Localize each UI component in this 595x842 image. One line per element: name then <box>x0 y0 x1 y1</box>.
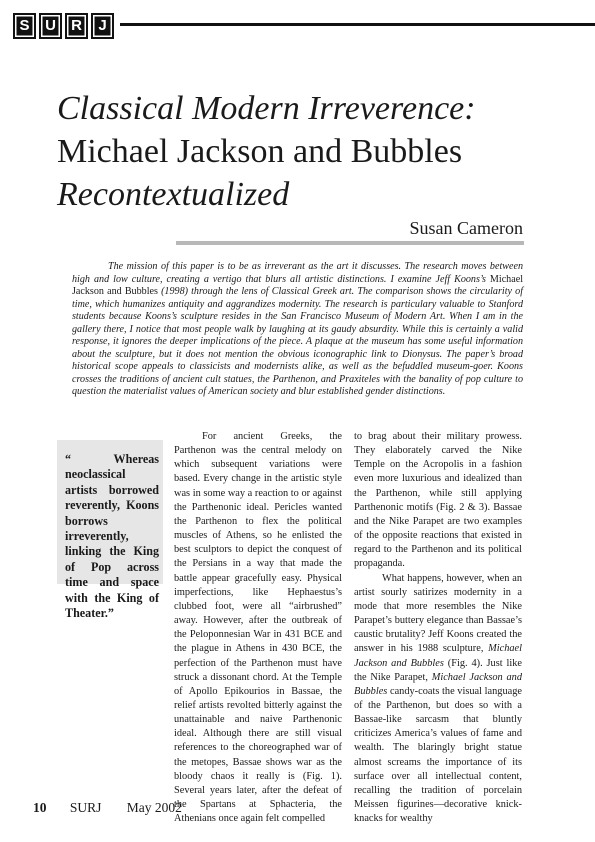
pull-quote-text: “ Whereas neoclassical artists borrowed reverently, Koons borrows irreverently, linking the King of Pop across time and space with the King of Theater.” <box>65 452 159 621</box>
column2-artwork-title-2: Michael Jackson and Bubbles <box>354 671 522 697</box>
issue-date: May 2002 <box>126 800 182 815</box>
body-column-1 <box>174 430 342 826</box>
surj-logo <box>13 13 117 39</box>
pull-quote-box <box>57 440 163 621</box>
logo-letter-r: R <box>65 13 88 39</box>
column2-paragraph-2 <box>354 572 522 827</box>
column2-text-a: What happens, however, when an artist sourly satirizes modernity in a mode that more resembles the Nike Parapet’s buttery elegance than Bassae’s caustic brutality? Jeff Koons created the answer in his 1988 sculpture, <box>354 572 522 655</box>
author-rule <box>176 241 524 245</box>
page-number: 10 <box>33 800 47 815</box>
article-title <box>57 87 577 216</box>
column2-text-c: candy-coats the visual language of the Parthenon, but does so with a Bassae-like sarcasm that bluntly criticizes America’s values of fame and wealth. The blaringly bright statue almost screams the importance of its surface over all intellectual content, recalling the tradition of porcelain Meissen figurines—decorative knick-knacks for wealthy <box>354 685 522 825</box>
column2-text-b: (Fig. 4). Just like the Nike Parapet, <box>354 657 522 683</box>
logo-letter-s: S <box>13 13 36 39</box>
header-rule <box>120 23 595 26</box>
logo-letter-j: J <box>91 13 114 39</box>
page-footer <box>33 800 182 816</box>
title-line-3: Recontextualized <box>57 175 290 213</box>
abstract-text-2: (1998) through the lens of Classical Greek art. The comparison shows the circularity of time, which humanizes antiquity and aggrandizes modernity. The research is particulary valuable to Stanford students because Koons’s sculpture resides in the San Francisco Museum of Modern Art. When I am in the gallery there, I notice that most people walk by laughing at its gaudy absurdity. While this is certainly a valid response, it ignores the deeper implications of the piece. A plaque at the museum has some useful information about the sculpture, but it does not mention the obvious iconographic link to Dionysus. The paper’s broad historical scope appeals to classicists and modernists alike, as well as the befuddled museum-goer. Koons crosses the traditions of ancient cult statues, the Parthenon, and Praxiteles with the banality of pop culture to question the materialist values of American society and blur established gender distinctions. <box>72 286 523 398</box>
title-line-2: Michael Jackson and Bubbles <box>57 132 463 170</box>
abstract-artwork-title: Michael Jackson and Bubbles <box>72 273 523 298</box>
body-column-2 <box>354 430 522 826</box>
column1-paragraph-1: For ancient Greeks, the Parthenon was the central melody on which subsequent variations were based. Every change in the artistic style was in some way a reaction to or against the Parthenonic ideal. Pericles wanted the Parthenon to flex the political muscles of Athens, so he enlisted the best sculptors to depict the conquest of the Persians in a way that made the battle appear gracefully easy. Physical imperfections, like Hephaestus’s clubbed foot, were all “airbrushed” away. However, after the outbreak of the Peloponnesian War in 431 BCE and the plague in Athens in 430 BCE, the perfection of the Parthenon must have struck a dissonant chord. At the Temple of Apollo Epikourios in Bassae, the relief artists revolted bitterly against the unattainable and naive Parthenonic ideal. Although there are still visual references to the choreographed war of the metopes, Bassae shows war as the bloody chaos it really is (Fig. 1). Several years later, after the defeat of the Spartans at Sphacteria, the Athenians once again felt compelled <box>174 431 342 825</box>
logo-letter-u: U <box>39 13 62 39</box>
journal-name: SURJ <box>69 800 102 815</box>
title-line-1: Classical Modern Irreverence: <box>57 89 476 127</box>
author-name: Susan Cameron <box>409 218 523 238</box>
column2-artwork-title-1: Michael Jackson and Bubbles <box>354 643 522 669</box>
abstract-text-1: The mission of this paper is to be as irreverant as the art it discusses. The research moves between high and low culture, creating a vertigo that blurs all artistic distinctions. I examine Jeff Koons’s <box>72 261 523 285</box>
abstract <box>72 261 523 399</box>
column2-paragraph-1: to brag about their military prowess. They elaborately carved the Nike Temple on the Acropolis in a fashion even more luxurious and idealized than the Parthenon, while still applying Parthenonic motifs (Fig. 2 & 3). Bassae and the Nike Parapet are two examples of the opposite reactions that existed in regard to the Parthenon and its political propaganda. <box>354 431 522 570</box>
